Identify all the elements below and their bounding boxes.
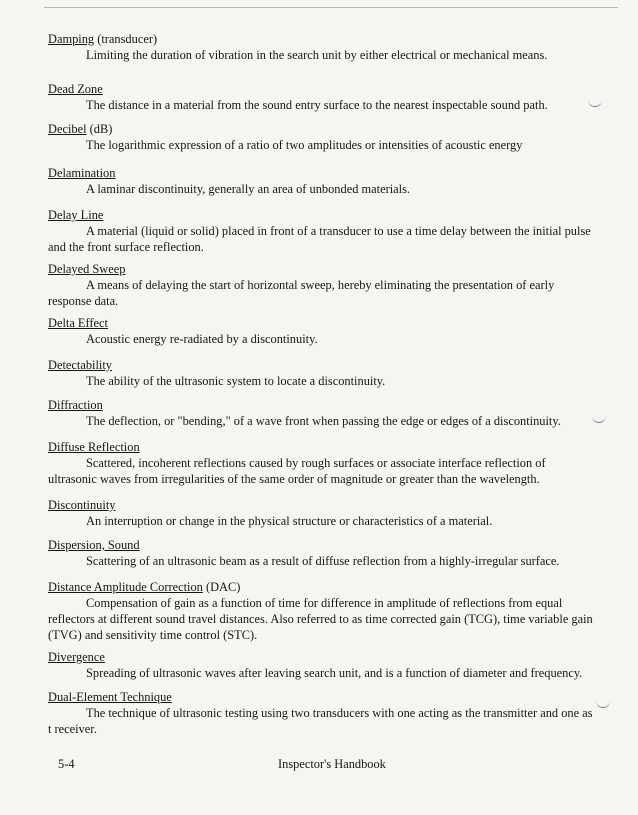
term-title: Discontinuity — [48, 498, 116, 512]
definition-text: Limiting the duration of vibration in the search unit by either electrical or mechanical means. — [86, 48, 548, 62]
glossary-entry — [0, 316, 638, 347]
entry-definition — [0, 331, 638, 347]
entry-term — [48, 538, 638, 553]
entry-definition — [0, 47, 638, 63]
term-title: Decibel — [48, 122, 87, 136]
term-title: Distance Amplitude Correction — [48, 580, 203, 594]
entry-definition — [0, 137, 638, 153]
definition-text: A laminar discontinuity, generally an area of unbonded materials. — [86, 182, 411, 196]
entry-definition — [0, 665, 638, 681]
glossary-entry — [0, 690, 638, 737]
entry-definition — [0, 595, 638, 643]
term-title: Dual-Element Technique — [48, 690, 172, 704]
glossary-entry — [0, 262, 638, 309]
entry-term — [48, 398, 638, 413]
term-title: Dispersion, Sound — [48, 538, 140, 552]
entry-term — [48, 262, 638, 277]
term-title: Delamination — [48, 166, 116, 180]
top-rule — [44, 7, 618, 8]
term-qualifier: (DAC) — [202, 580, 241, 594]
entry-definition — [0, 413, 638, 429]
entry-definition — [0, 181, 638, 197]
page-number: 5-4 — [58, 757, 75, 771]
definition-text: Compensation of gain as a function of time for difference in amplitude of reflections from equal reflectors at different sound travel distances. Also referred to as time corrected gain (TCG), time variable gain (TVG) and sensitivity time control (STC). — [48, 596, 593, 642]
entry-term — [48, 208, 638, 223]
glossary-entry — [0, 580, 638, 643]
entry-term — [48, 316, 638, 331]
definition-text: Scattered, incoherent reflections caused by rough surfaces or associate interface reflection of ultrasonic waves from irregularities of the same order of magnitude or greater than the wavelength. — [48, 456, 546, 486]
entry-definition — [0, 513, 638, 529]
glossary-entry — [0, 538, 638, 569]
glossary-entry — [0, 440, 638, 487]
entry-definition — [0, 373, 638, 389]
glossary-entry — [0, 358, 638, 389]
footer-title: Inspector's Handbook — [278, 757, 386, 771]
term-title: Divergence — [48, 650, 105, 664]
definition-text: The technique of ultrasonic testing using two transducers with one acting as the transmitter and one as t receiver. — [48, 706, 593, 736]
term-title: Detectability — [48, 358, 112, 372]
term-title: Diffuse Reflection — [48, 440, 140, 454]
entry-definition — [0, 455, 638, 487]
definition-text: A means of delaying the start of horizontal sweep, hereby eliminating the presentation of early response data. — [48, 278, 555, 308]
term-title: Delayed Sweep — [48, 262, 126, 276]
term-qualifier: (dB) — [86, 122, 113, 136]
glossary-entry — [0, 208, 638, 255]
definition-text: Spreading of ultrasonic waves after leaving search unit, and is a function of diameter and frequency. — [86, 666, 583, 680]
entry-definition — [0, 223, 638, 255]
glossary-entry — [0, 398, 638, 429]
entry-term — [48, 498, 638, 513]
term-qualifier: (transducer) — [94, 32, 158, 46]
entry-term — [48, 650, 638, 665]
definition-text: The logarithmic expression of a ratio of two amplitudes or intensities of acoustic energy — [86, 138, 523, 152]
definition-text: A material (liquid or solid) placed in front of a transducer to use a time delay between the initial pulse and the front surface reflection. — [48, 224, 591, 254]
definition-text: Acoustic energy re-radiated by a discontinuity. — [86, 332, 318, 346]
glossary-entry — [0, 650, 638, 681]
definition-text: Scattering of an ultrasonic beam as a result of diffuse reflection from a highly-irregular surface. — [86, 554, 560, 568]
entry-term — [48, 440, 638, 455]
entry-term — [48, 32, 638, 47]
glossary-entry — [0, 82, 638, 113]
definition-text: The deflection, or "bending," of a wave front when passing the edge or edges of a discontinuity. — [86, 414, 561, 428]
entry-term — [48, 358, 638, 373]
entry-term — [48, 690, 638, 705]
term-title: Dead Zone — [48, 82, 103, 96]
entry-definition — [0, 97, 638, 113]
term-title: Delay Line — [48, 208, 104, 222]
entry-term — [48, 166, 638, 181]
definition-text: The ability of the ultrasonic system to locate a discontinuity. — [86, 374, 386, 388]
definition-text: An interruption or change in the physical structure or characteristics of a material. — [86, 514, 493, 528]
glossary-entry — [0, 166, 638, 197]
term-title: Diffraction — [48, 398, 103, 412]
entry-term — [48, 580, 638, 595]
term-title: Damping — [48, 32, 95, 46]
entry-definition — [0, 277, 638, 309]
glossary-entry — [0, 122, 638, 153]
definition-text: The distance in a material from the sound entry surface to the nearest inspectable sound path. — [86, 98, 548, 112]
entry-term — [48, 82, 638, 97]
entry-definition — [0, 553, 638, 569]
entry-term — [48, 122, 638, 137]
entry-definition — [0, 705, 638, 737]
term-title: Delta Effect — [48, 316, 108, 330]
glossary-entry — [0, 498, 638, 529]
glossary-entry — [0, 32, 638, 63]
